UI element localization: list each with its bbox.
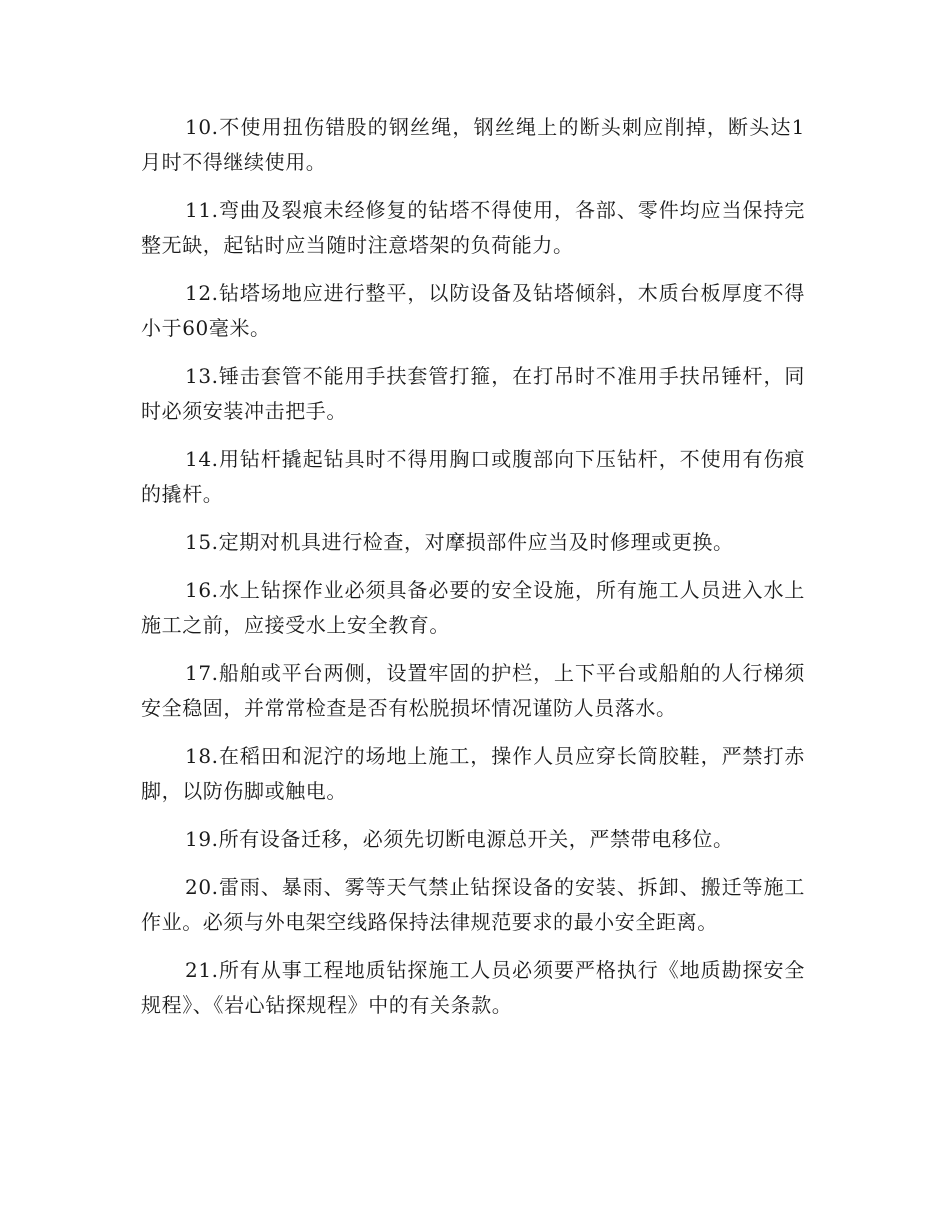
paragraph-item-21: 21.所有从事工程地质钻探施工人员必须要严格执行《地质勘探安全规程》、《岩心钻探规程》中的有关条款。 bbox=[141, 958, 805, 1017]
paragraph-item-19: 19.所有设备迁移，必须先切断电源总开关，严禁带电移位。 bbox=[185, 827, 734, 851]
paragraph-item-13: 13.锤击套管不能用手扶套管打箍，在打吊时不准用手扶吊锤杆，同时必须安装冲击把手。 bbox=[141, 364, 805, 423]
paragraph-item-18: 18.在稻田和泥泞的场地上施工，操作人员应穿长筒胶鞋，严禁打赤脚，以防伤脚或触电。 bbox=[141, 744, 805, 803]
paragraph-item-10: 10.不使用扭伤错股的钢丝绳，钢丝绳上的断头刺应削掉，断头达1月时不得继续使用。 bbox=[141, 115, 805, 174]
paragraph-item-20: 20.雷雨、暴雨、雾等天气禁止钻探设备的安装、拆卸、搬迁等施工作业。必须与外电架空线路保持法律规范要求的最小安全距离。 bbox=[141, 875, 805, 934]
document-body bbox=[141, 110, 805, 1036]
paragraph-item-12: 12.钻塔场地应进行整平，以防设备及钻塔倾斜，木质台板厚度不得小于60毫米。 bbox=[141, 281, 805, 340]
paragraph-item-16: 16.水上钻探作业必须具备必要的安全设施，所有施工人员进入水上施工之前，应接受水上安全教育。 bbox=[141, 578, 805, 637]
paragraph-item-14: 14.用钻杆撬起钻具时不得用胸口或腹部向下压钻杆，不使用有伤痕的撬杆。 bbox=[141, 447, 805, 506]
paragraph-item-15: 15.定期对机具进行检查，对摩损部件应当及时修理或更换。 bbox=[185, 530, 734, 554]
paragraph-item-11: 11.弯曲及裂痕未经修复的钻塔不得使用，各部、零件均应当保持完整无缺，起钻时应当随时注意塔架的负荷能力。 bbox=[141, 198, 805, 257]
paragraph-item-17: 17.船舶或平台两侧，设置牢固的护栏，上下平台或船舶的人行梯须安全稳固，并常常检查是否有松脱损坏情况谨防人员落水。 bbox=[141, 661, 805, 720]
